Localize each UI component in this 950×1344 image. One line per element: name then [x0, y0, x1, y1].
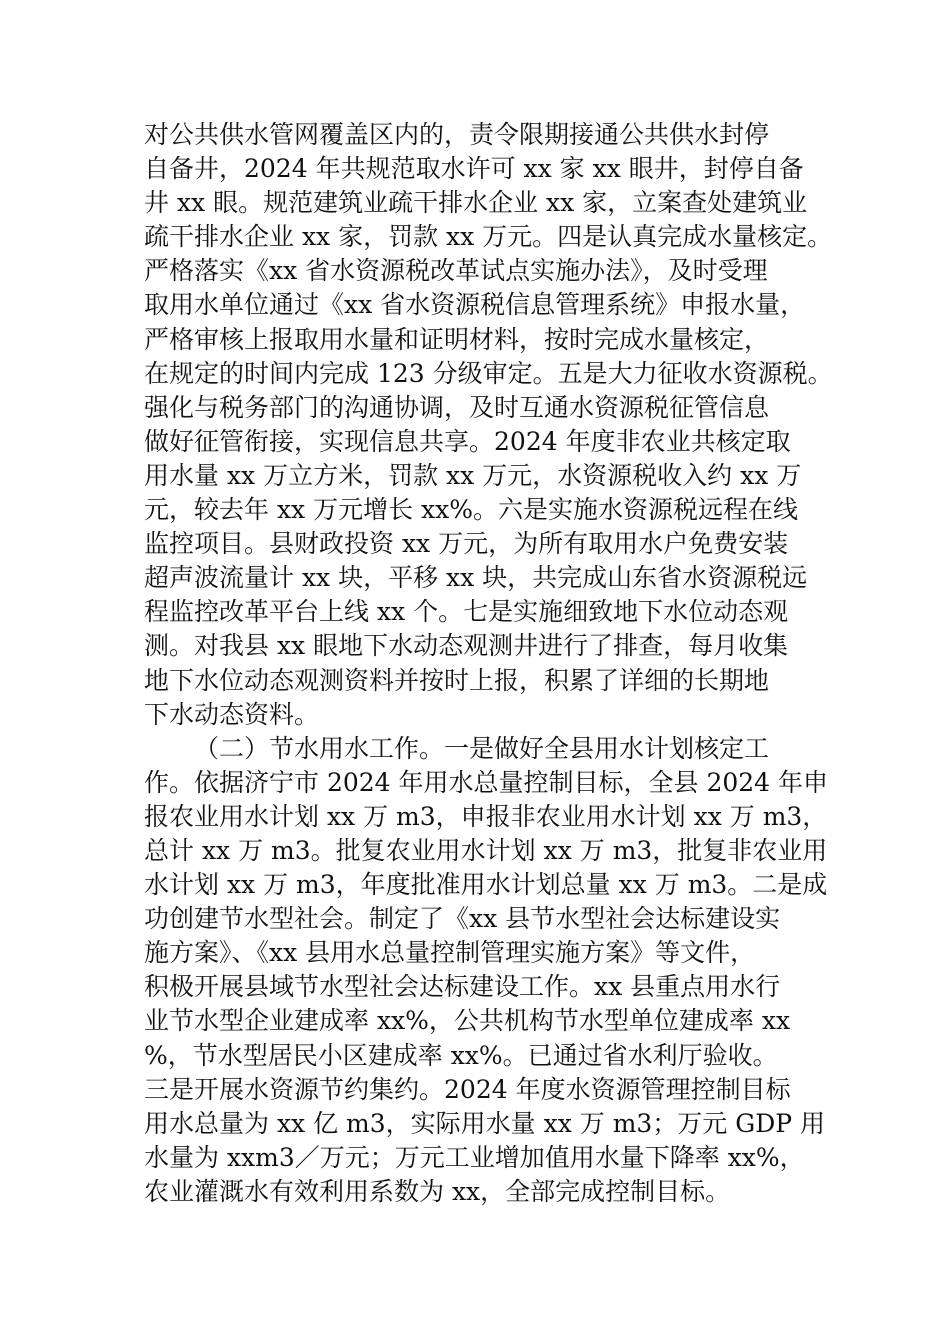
text-line: 报农业用水计划 xx 万 m3，申报非农业用水计划 xx 万 m3，	[144, 801, 828, 831]
text-line: 元，较去年 xx 万元增长 xx%。六是实施水资源税远程在线	[144, 495, 798, 525]
text-line: 井 xx 眼。规范建筑业疏干排水企业 xx 家，立案查处建筑业	[144, 188, 808, 218]
text-line: 总计 xx 万 m3。批复农业用水计划 xx 万 m3，批复非农业用	[144, 835, 828, 865]
text-line: 水量为 xxm3／万元；万元工业增加值用水量下降率 xx%，	[144, 1142, 805, 1172]
section-heading-line: （二）节水用水工作。一是做好全县用水计划核定工	[194, 733, 770, 763]
text-line: 下水动态资料。	[144, 699, 320, 729]
text-line: 施方案》、《xx 县用水总量控制管理实施方案》等文件，	[144, 938, 756, 968]
text-line: 业节水型企业建成率 xx%，公共机构节水型单位建成率 xx	[144, 1006, 791, 1036]
text-line: 用水量 xx 万立方米，罚款 xx 万元，水资源税收入约 xx 万	[144, 460, 802, 490]
text-line: 对公共供水管网覆盖区内的，责令限期接通公共供水封停	[144, 120, 770, 149]
text-line: 强化与税务部门的沟通协调，及时互通水资源税征管信息	[144, 392, 770, 422]
text-line: 功创建节水型社会。制定了《xx 县节水型社会达标建设实	[144, 904, 781, 934]
text-line: %，节水型居民小区建成率 xx%。已通过省水利厅验收。	[144, 1040, 778, 1070]
text-line: 测。对我县 xx 眼地下水动态观测井进行了排查，每月收集	[144, 631, 789, 661]
text-line: 地下水位动态观测资料并按时上报，积累了详细的长期地	[144, 665, 770, 695]
text-line: 严格落实《xx 省水资源税改革试点实施办法》，及时受理	[144, 256, 768, 286]
text-line: 在规定的时间内完成 123 分级审定。五是大力征收水资源税。	[144, 358, 833, 388]
text-line: 超声波流量计 xx 块，平移 xx 块，共完成山东省水资源税远	[144, 563, 808, 593]
text-line: 程监控改革平台上线 xx 个。七是实施细致地下水位动态观	[144, 597, 789, 627]
body-text	[144, 118, 834, 1209]
text-line: 作。依据济宁市 2024 年用水总量控制目标，全县 2024 年申	[144, 767, 829, 797]
text-line: 用水总量为 xx 亿 m3，实际用水量 xx 万 m3；万元 GDP 用	[144, 1108, 826, 1138]
text-line: 严格审核上报取用水量和证明材料，按时完成水量核定，	[144, 324, 770, 354]
text-line: 自备井，2024 年共规范取水许可 xx 家 xx 眼井，封停自备	[144, 154, 804, 184]
text-line: 积极开展县域节水型社会达标建设工作。xx 县重点用水行	[144, 972, 781, 1002]
text-line: 水计划 xx 万 m3，年度批准用水计划总量 xx 万 m3。二是成	[144, 870, 828, 900]
text-line: 监控项目。县财政投资 xx 万元，为所有取用水户免费安装	[144, 529, 789, 559]
text-line: 取用水单位通过《xx 省水资源税信息管理系统》申报水量，	[144, 290, 806, 320]
text-line: 农业灌溉水有效利用系数为 xx，全部完成控制目标。	[144, 1176, 731, 1206]
text-line: 做好征管衔接，实现信息共享。2024 年度非农业共核定取	[144, 426, 791, 456]
text-line: 疏干排水企业 xx 家，罚款 xx 万元。四是认真完成水量核定。	[144, 222, 833, 252]
text-line: 三是开展水资源节约集约。2024 年度水资源管理控制目标	[144, 1074, 791, 1104]
